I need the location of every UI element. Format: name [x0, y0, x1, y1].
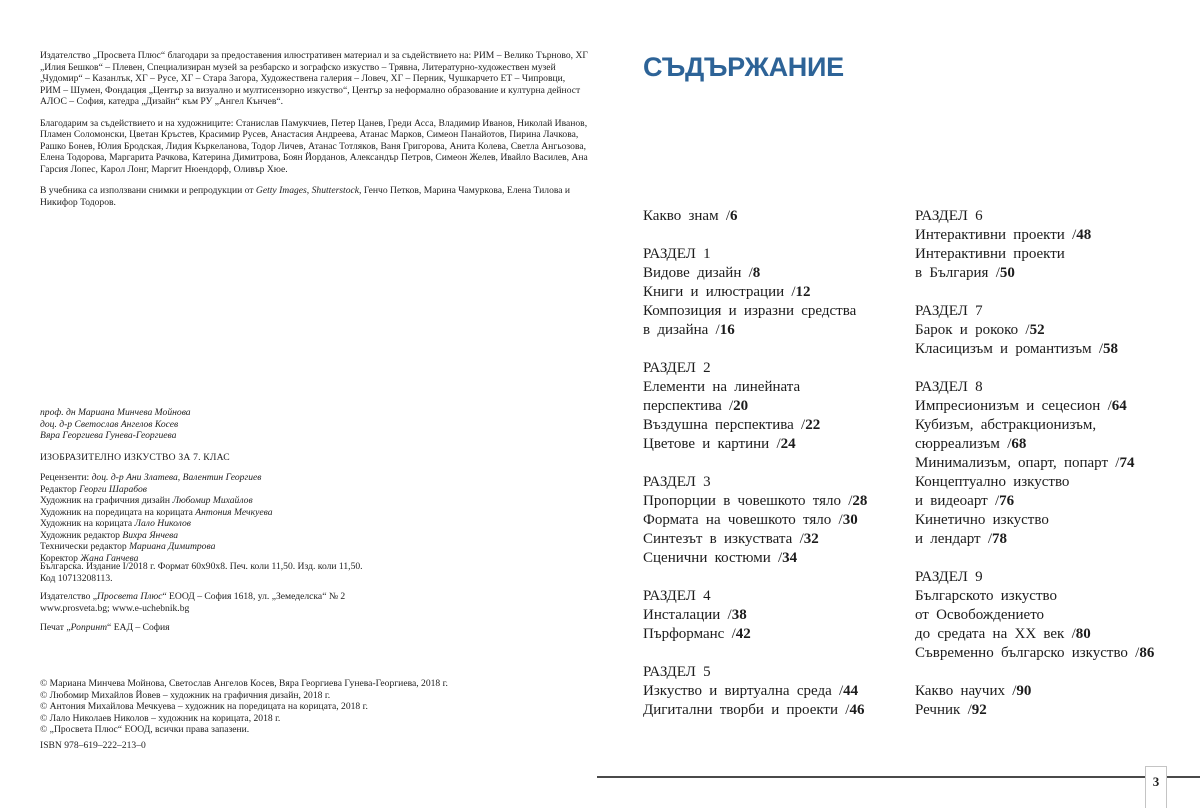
author-line: доц. д-р Светослав Ангелов Косев — [40, 418, 179, 430]
toc-entry-line: Барок и рококо /52 — [915, 322, 1045, 338]
credit-line — [40, 518, 588, 530]
edition-line: Българска. Издание I/2018 г. Формат 60х90х8. Печ. коли 11,50. Изд. коли 11,50. — [40, 561, 363, 572]
text-segment: Издателство „Просвета Плюс“ благодари за предоставения илюстративен материал и за съдействието на: РИМ – Велико Търново, ХГ „Илия Бешков“ – Плевен, Специализиран музей за резбарско и зографско изкуство – Трявна, Литературно-художествен музей „Чудомир“ – Казанлък, ХГ – Русе, ХГ – Стара Загора, Художествена галерия – Ловеч, ХГ – Перник, Чушкарчето ЕТ – Чипровци, РИМ – Шумен, Фондация „Център за визуално и мултисензорно изкуство“, Център за неформално образование и културна дейност АЛОС – София, катедра „Дизайн“ към РУ „Ангел Кънчев“. — [40, 50, 588, 107]
toc-entry-line: Книги и илюстрации /12 — [643, 284, 811, 300]
credit-role: Художник на корицата — [40, 518, 135, 529]
toc-block — [643, 207, 905, 226]
toc-page-number: 42 — [735, 626, 751, 642]
toc-page-number: 80 — [1075, 626, 1091, 642]
toc-entry-line: в дизайна /16 — [643, 322, 735, 338]
credit-role: Технически редактор — [40, 541, 130, 552]
copyright-line: © Мариана Минчева Мойнова, Светослав Ангелов Косев, Вяра Георгиева Гунева-Георгиева, 2018 г. — [40, 678, 448, 689]
toc-page-number: 32 — [803, 531, 819, 547]
credit-name: Георги Шарабов — [79, 483, 147, 495]
text-segment: Издателство „ — [40, 591, 98, 602]
author-line: Вяра Георгиева Гунева-Георгиева — [40, 430, 177, 441]
credit-line — [40, 541, 588, 553]
toc-block — [915, 207, 1197, 283]
acknowledgement-paragraph — [40, 185, 588, 208]
toc-page-number: 46 — [849, 702, 865, 718]
toc-entry-line: Интерактивни проекти /48 — [915, 227, 1092, 243]
credit-name: доц. д-р Ани Златева, Валентин Георгиев — [91, 472, 262, 483]
toc-page-number: 52 — [1029, 322, 1045, 338]
toc-block — [915, 302, 1197, 359]
credit-name: Любомир Михайлов — [172, 495, 253, 506]
publisher-websites: www.prosveta.bg; www.e-uchebnik.bg — [40, 602, 190, 614]
toc-entry-line: Пропорции в човешкото тяло /28 — [643, 493, 868, 509]
toc-section-title: РАЗДЕЛ 9 — [915, 569, 983, 585]
toc-entry-line: и видеоарт /76 — [915, 493, 1015, 509]
text-segment: , — [306, 185, 312, 196]
text-segment: , Генчо Петков, Марина Чамуркова, Елена Тилова и Никифор Тодоров. — [40, 185, 571, 208]
italic-text-segment: Ропринт — [70, 622, 108, 633]
credit-name: Антония Мечкуева — [195, 506, 273, 518]
toc-page-number: 6 — [730, 208, 738, 224]
toc-entry-line: Дигитални творби и проекти /46 — [643, 702, 865, 718]
printer-block — [40, 622, 588, 634]
toc-page-number: 86 — [1139, 645, 1155, 661]
publisher-block — [40, 591, 588, 614]
toc-entry-line: от Освобождението — [915, 607, 1045, 623]
toc-section-title: РАЗДЕЛ 2 — [643, 360, 711, 376]
toc-page-number: 68 — [1011, 436, 1027, 452]
credit-role: Художник на графичния дизайн — [40, 495, 173, 506]
credit-line — [40, 472, 588, 484]
copyright-line: © Любомир Михайлов Йовев – художник на графичния дизайн, 2018 г. — [40, 689, 331, 701]
toc-page-number: 58 — [1103, 341, 1119, 357]
toc-section-title: РАЗДЕЛ 6 — [915, 208, 983, 224]
edition-line: Код 10713208113. — [40, 572, 113, 584]
credit-role: Художник редактор — [40, 529, 123, 541]
toc-page-number: 90 — [1016, 683, 1032, 699]
toc-entry-line: Инсталации /38 — [643, 607, 747, 623]
text-segment: Благодарим за съдействието и на художниците: Станислав Памукчиев, Петер Цанев, Греди Асса, Владимир Иванов, Николай Иванов, Пламен Соломонски, Цветан Кръстев, Красимир Русев, Анастасия Андреева, Атанас Марков, Симеон Панайотов, Пирина Лачкова, Рашко Бонев, Юлия Бродская, Лидия Къркеланова, Тодор Личев, Атанас Тотляков, Ваня Григорова, Анита Колева, Светла Ангьозова, Елена Тодорова, Маргарита Рачкова, Катерина Димитрова, Боян Йорданов, Александър Петров, Симеон Желев, Ивайло Василев, Ана Гарсия Лопес, Карол Лонг, Маргит Нюендорф, Оливър Хюе. — [40, 117, 588, 175]
toc-page-number: 38 — [731, 607, 747, 623]
toc-page-number: 48 — [1076, 227, 1092, 243]
toc-entry-line: Видове дизайн /8 — [643, 265, 761, 281]
toc-entry-line: Съвременно българско изкуство /86 — [915, 645, 1155, 661]
toc-page-number: 64 — [1111, 398, 1127, 414]
toc-entry-line: Пърформанс /42 — [643, 626, 751, 642]
page-number: 3 — [1152, 774, 1160, 789]
toc-entry-line: Кубизъм, абстракционизъм, — [915, 417, 1097, 433]
credit-role: Рецензенти: — [40, 472, 92, 483]
credit-name: Мариана Димитрова — [129, 541, 216, 552]
toc-page-number: 30 — [842, 512, 858, 528]
credits-block — [40, 472, 588, 564]
toc-block — [643, 587, 905, 644]
toc-section-title: РАЗДЕЛ 7 — [915, 303, 983, 319]
toc-entry-line: Кинетично изкуство — [915, 512, 1049, 528]
toc-entry-line: Класицизъм и романтизъм /58 — [915, 341, 1119, 357]
toc-page-number: 50 — [999, 265, 1015, 281]
toc-entry-line: Формата на човешкото тяло /30 — [643, 512, 858, 528]
credit-role: Художник на поредицата на корицата — [40, 506, 196, 518]
toc-entry-line: Минимализъм, опарт, попарт /74 — [915, 455, 1135, 471]
toc-page-number: 92 — [971, 702, 987, 718]
toc-column-left — [643, 207, 905, 739]
toc-page-number: 78 — [992, 531, 1008, 547]
toc-section-title: РАЗДЕЛ 1 — [643, 246, 711, 262]
acknowledgement-paragraph — [40, 50, 588, 108]
toc-entry-line: Композиция и изразни средства — [643, 303, 857, 319]
copyright-line: © Антония Михайлова Мечкуева – художник на поредицата на корицата, 2018 г. — [40, 701, 368, 712]
credit-line — [40, 530, 588, 542]
edition-block — [40, 561, 588, 584]
text-segment: “ ЕАД – София — [107, 622, 170, 633]
toc-section-title: РАЗДЕЛ 3 — [643, 474, 711, 490]
credit-line — [40, 507, 588, 519]
toc-entry-line: в България /50 — [915, 265, 1015, 281]
toc-entry-line: до средата на ХХ век /80 — [915, 626, 1091, 642]
author-line: проф. дн Мариана Минчева Мойнова — [40, 407, 191, 418]
credit-role: Коректор — [40, 552, 81, 564]
italic-text-segment: Просвета Плюс — [97, 591, 163, 602]
toc-entry-line: Цветове и картини /24 — [643, 436, 796, 452]
toc-entry-line: Интерактивни проекти — [915, 246, 1065, 262]
footer-rule — [597, 776, 1200, 778]
text-segment: Печат „ — [40, 622, 71, 633]
isbn-line: ISBN 978–619–222–213–0 — [40, 740, 146, 751]
toc-page-number: 12 — [795, 284, 811, 300]
toc-column-right — [915, 207, 1197, 739]
toc-block — [915, 568, 1197, 663]
toc-section-title: РАЗДЕЛ 5 — [643, 664, 711, 680]
toc-page-number: 28 — [852, 493, 868, 509]
toc-entry-line: перспектива /20 — [643, 398, 749, 414]
toc-page-number: 20 — [733, 398, 749, 414]
credit-name: Лало Николов — [134, 518, 191, 529]
toc-entry-line: Синтезът в изкуствата /32 — [643, 531, 819, 547]
credit-role: Редактор — [40, 483, 80, 495]
book-title: ИЗОБРАЗИТЕЛНО ИЗКУСТВО ЗА 7. КЛАС — [40, 452, 230, 463]
printer-line — [40, 622, 588, 634]
copyright-block — [40, 678, 588, 736]
toc-block — [643, 473, 905, 568]
toc-entry-line: сюрреализъм /68 — [915, 436, 1027, 452]
toc-entry-line: Какво знам /6 — [643, 208, 738, 224]
toc-entry-line: Въздушна перспектива /22 — [643, 417, 821, 433]
toc-block — [643, 663, 905, 720]
toc-entry-line: Българското изкуство — [915, 588, 1057, 604]
toc-entry-line: Сценични костюми /34 — [643, 550, 798, 566]
toc-section-title: РАЗДЕЛ 4 — [643, 588, 711, 604]
toc-page-number: 76 — [999, 493, 1015, 509]
toc-entry-line: Елементи на линейната — [643, 379, 801, 395]
contents-heading: СЪДЪРЖАНИЕ — [643, 52, 844, 82]
toc-entry-line: Речник /92 — [915, 702, 987, 718]
italic-text-segment: Shutterstock — [311, 185, 360, 196]
credit-name: Жана Ганчева — [80, 552, 139, 564]
acknowledgements-block — [40, 50, 588, 218]
toc-block — [915, 682, 1197, 720]
toc-page-number: 22 — [805, 417, 821, 433]
toc-page-number: 44 — [843, 683, 859, 699]
publisher-line — [40, 591, 588, 603]
italic-text-segment: Getty Images — [255, 185, 307, 196]
toc-block — [643, 359, 905, 454]
toc-entry-line: и лендарт /78 — [915, 531, 1008, 547]
toc-page-number: 16 — [719, 322, 735, 338]
toc-page-number: 74 — [1119, 455, 1135, 471]
copyright-line: © Лало Николаев Николов – художник на корицата, 2018 г. — [40, 712, 281, 724]
toc-entry-line: Концептуално изкуство — [915, 474, 1070, 490]
toc-entry-line: Какво научих /90 — [915, 683, 1032, 699]
credit-line — [40, 495, 588, 507]
page-number-tab — [1145, 766, 1167, 808]
toc-entry-line: Импресионизъм и сецесион /64 — [915, 398, 1127, 414]
text-segment: В учебника са използвани снимки и репродукции от — [40, 185, 256, 196]
toc-block — [643, 245, 905, 340]
toc-section-title: РАЗДЕЛ 8 — [915, 379, 983, 395]
acknowledgement-paragraph — [40, 118, 588, 176]
text-segment: “ ЕООД – София 1618, ул. „Земеделска“ № 2 — [162, 591, 346, 602]
toc-block — [915, 378, 1197, 549]
credit-name: Вихра Янчева — [122, 529, 179, 541]
toc-page-number: 8 — [752, 265, 761, 281]
toc-entry-line: Изкуство и виртуална среда /44 — [643, 683, 859, 699]
copyright-line: © „Просвета Плюс“ ЕООД, всички права запазени. — [40, 724, 250, 735]
credit-line — [40, 484, 588, 496]
toc-page-number: 24 — [780, 436, 796, 452]
toc-page-number: 34 — [782, 550, 798, 566]
authors-block — [40, 407, 588, 442]
